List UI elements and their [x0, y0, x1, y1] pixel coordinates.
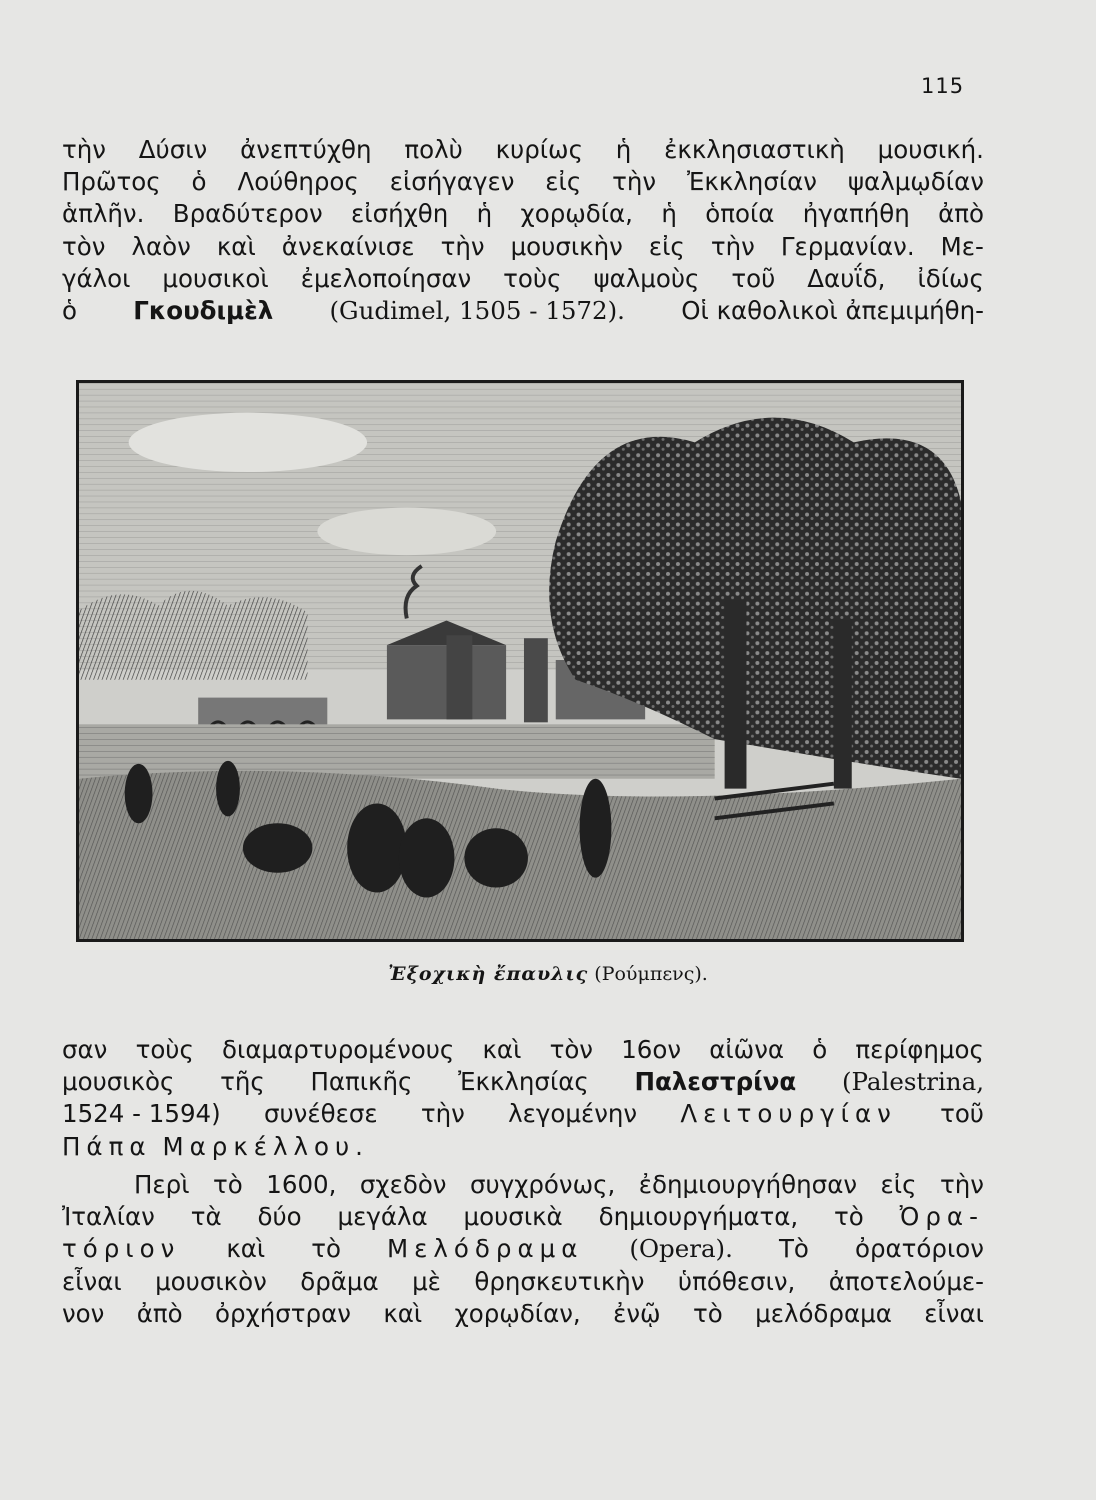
text-line: ὁ Γκουδιμὲλ (Gudimel, 1505 - 1572). Οἱ καθολικοὶ ἀπεμιμήθη- — [62, 295, 984, 327]
text-line: Ἰταλίαν τὰ δύο μεγάλα μουσικὰ δημιουργήματα, τὸ Ὀρα- — [62, 1202, 984, 1232]
paragraph-palestrina — [62, 1034, 984, 1163]
text-line: τόριον καὶ τὸ Μελόδραμα (Opera). Τὸ ὀρατόριον — [62, 1234, 984, 1264]
composer-name-palestrina: Παλεστρίνα — [634, 1067, 797, 1097]
page-number: 115 — [921, 74, 965, 98]
cloud — [317, 508, 496, 555]
text-line: Πρῶτος ὁ Λούθηρος εἰσήγαγεν εἰς τὴν Ἐκκλησίαν ψαλμῳδίαν — [62, 167, 984, 197]
latin-name-palestrina: (Palestrina, — [841, 1067, 984, 1097]
text-line: τὴν Δύσιν ἀνεπτύχθη πολὺ κυρίως ἡ ἐκκλησιαστικὴ μουσική. — [62, 135, 984, 164]
text-line: εἶναι μουσικὸν δρᾶμα μὲ θρησκευτικὴν ὑπόθεσιν, ἀποτελούμε- — [62, 1266, 984, 1296]
composer-name-goudimel: Γκουδιμὲλ — [133, 295, 274, 325]
text-line: μουσικὸς τῆς Παπικῆς Ἐκκλησίας Παλεστρίνα (Palestrina, — [62, 1066, 984, 1098]
cloud — [129, 413, 367, 472]
paragraph-oratorio — [62, 1169, 984, 1330]
text-line: ἁπλῆν. Βραδύτερον εἰσήχθη ἡ χορῳδία, ἡ ὁποία ἠγαπήθη ἀπὸ — [62, 199, 984, 229]
text-line: τὸν λαὸν καὶ ἀνεκαίνισε τὴν μουσικὴν εἰς τὴν Γερμανίαν. Με- — [62, 231, 984, 261]
work-title-mass: Λειτουργίαν — [680, 1099, 897, 1129]
paragraph-luther — [62, 134, 984, 327]
engraving-illustration — [76, 380, 964, 942]
text-line: γάλοι μουσικοὶ ἐμελοποίησαν τοὺς ψαλμοὺς τοῦ Δαυΐδ, ἰδίως — [62, 263, 984, 293]
text-line: σαν τοὺς διαμαρτυρομένους καὶ τὸν 16ον αἰῶνα ὁ περίφημος — [62, 1035, 984, 1064]
text-line: νον ἀπὸ ὀρχήστραν καὶ χορῳδίαν, ἐνῷ τὸ μελόδραμα εἶναι — [62, 1298, 984, 1328]
landscape-engraving — [79, 383, 961, 939]
figure-caption: Ἐξοχικὴ ἔπαυλις (Ρούμπενς). — [388, 963, 708, 985]
latin-name-gudimel: (Gudimel, 1505 - 1572). — [329, 295, 625, 325]
text-line: 1524 - 1594) συνέθεσε τὴν λεγομένην Λειτουργίαν τοῦ — [62, 1098, 984, 1130]
text-line: Περὶ τὸ 1600, σχεδὸν συγχρόνως, ἐδημιουργήθησαν εἰς τὴν — [134, 1170, 984, 1199]
text-line: Πάπα Μαρκέλλου. — [62, 1131, 369, 1161]
